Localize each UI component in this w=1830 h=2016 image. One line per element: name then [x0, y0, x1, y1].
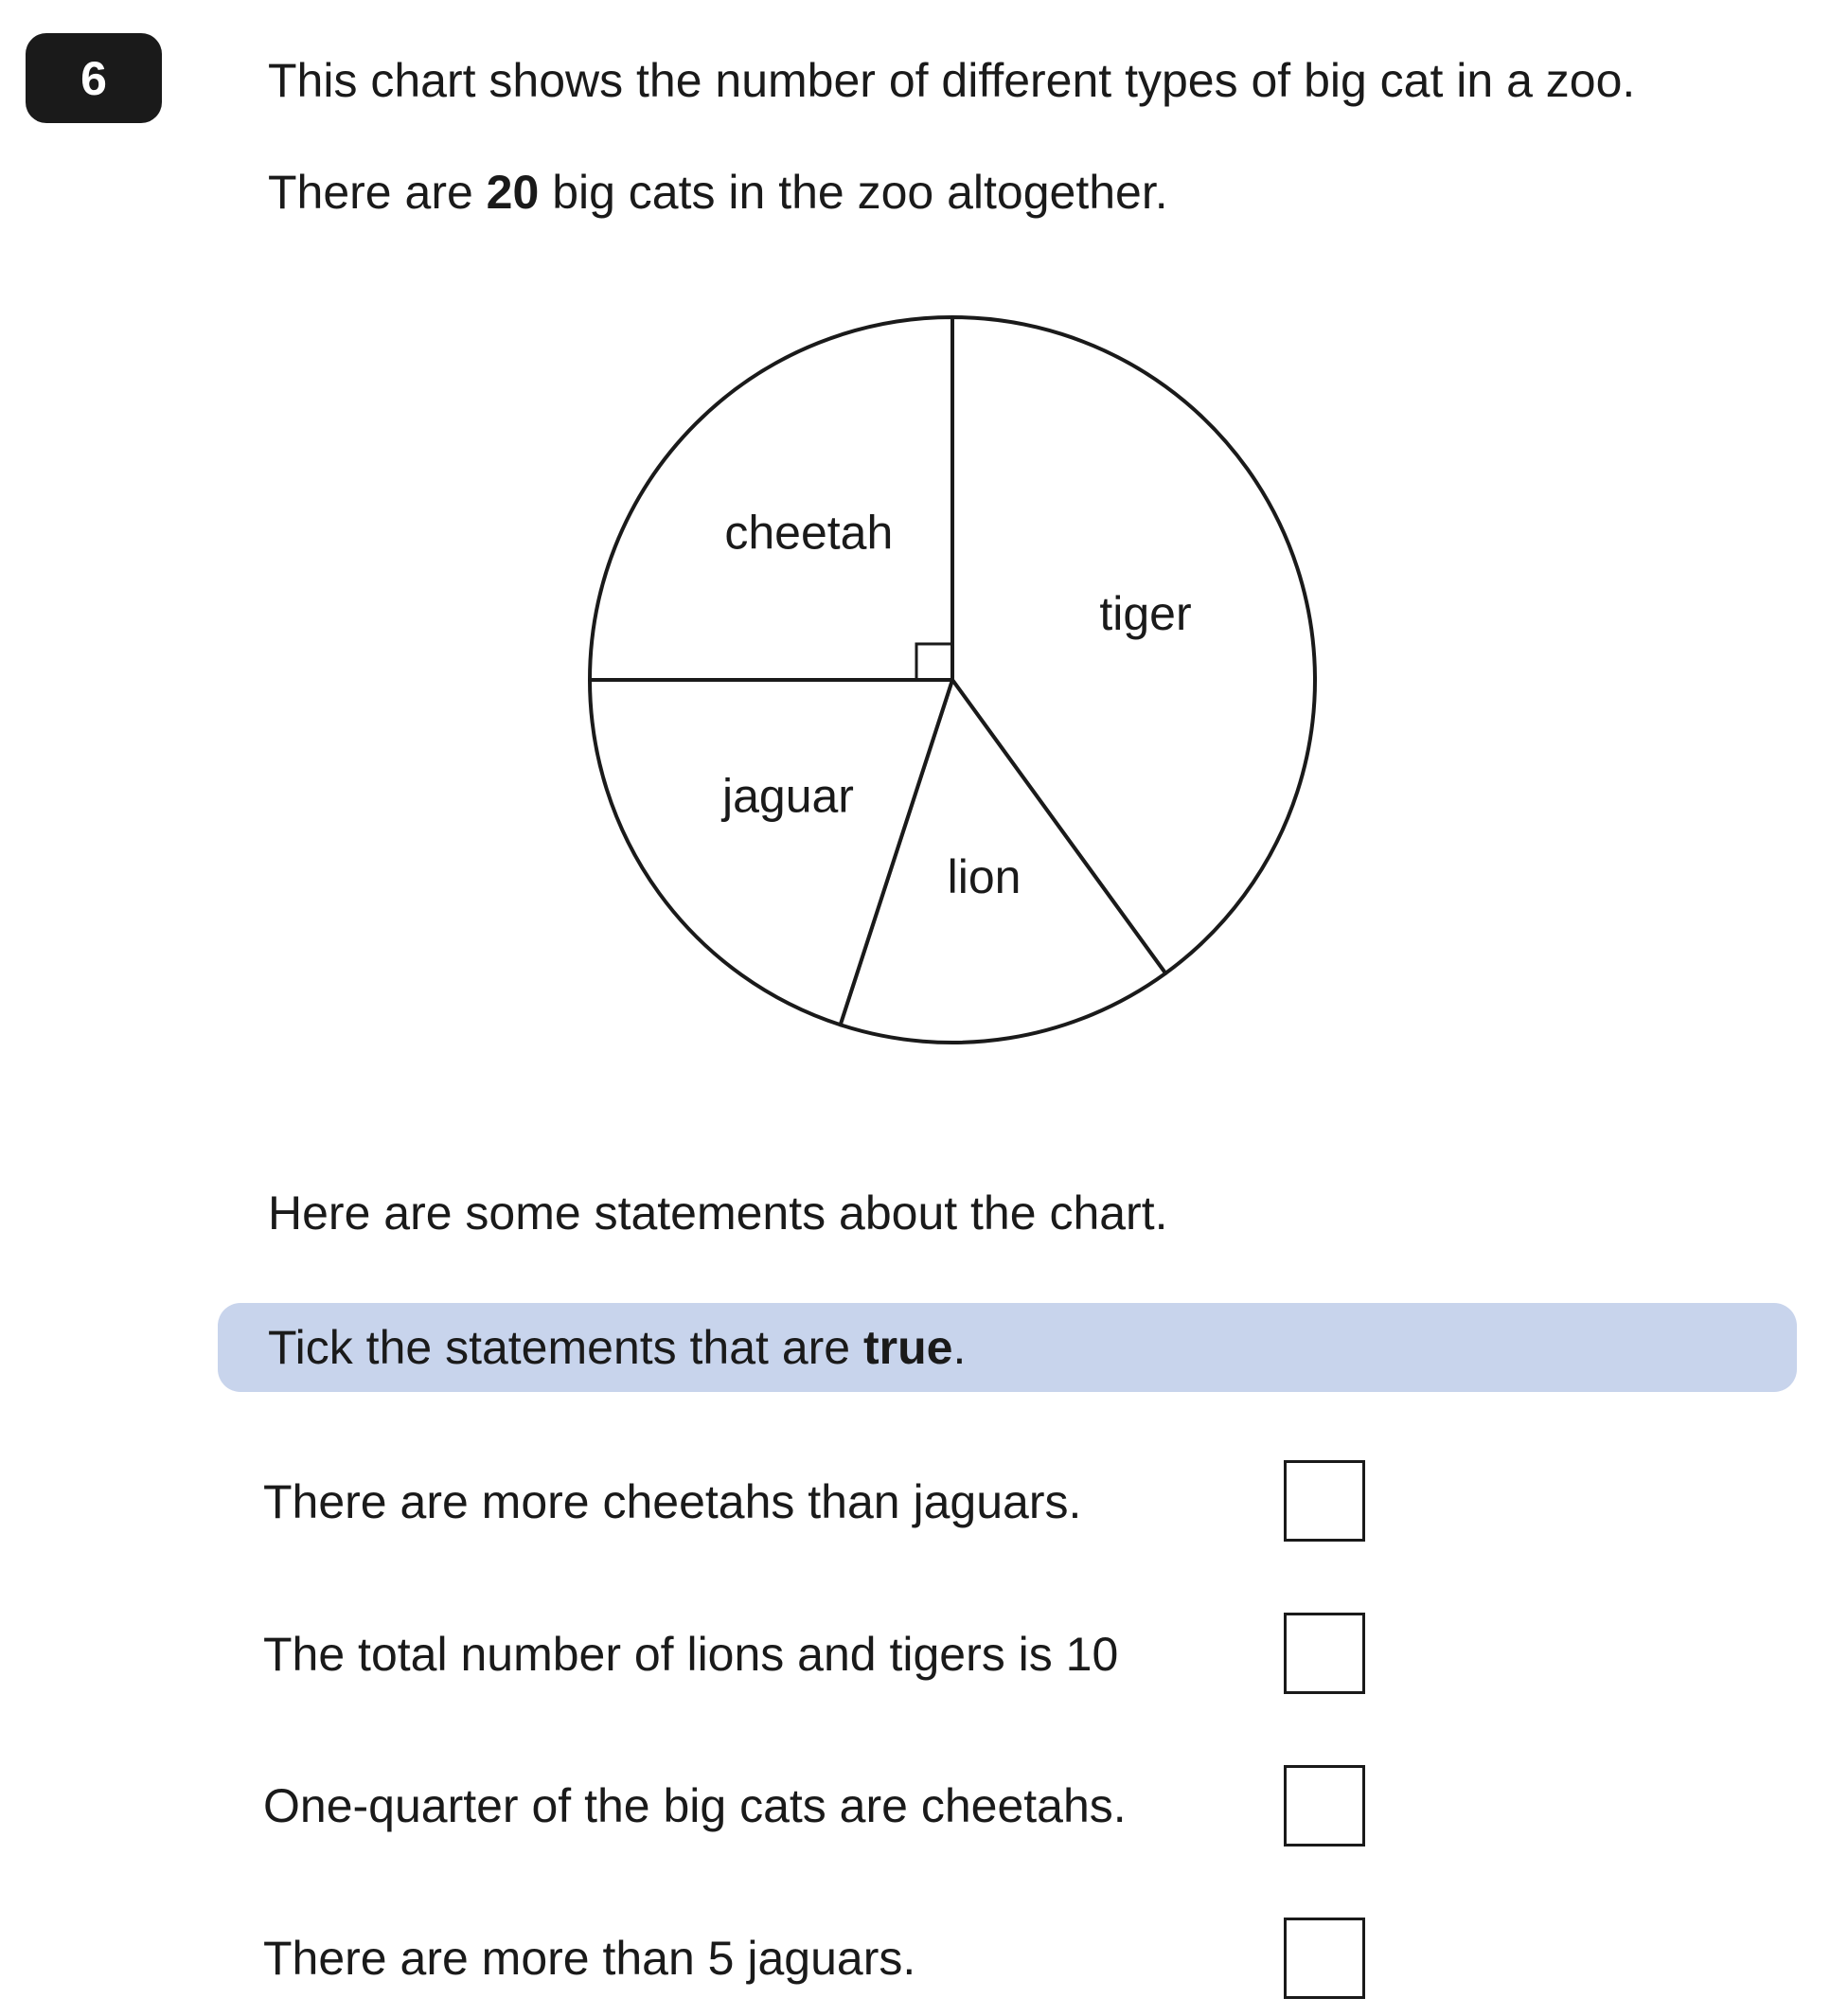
pie-label-tiger: tiger — [1099, 586, 1192, 640]
total-count: 20 — [486, 166, 540, 219]
instruction-after: . — [952, 1321, 967, 1374]
pie-label-jaguar: jaguar — [721, 769, 854, 823]
pie-slices — [590, 317, 1315, 1043]
pie-label-lion: lion — [947, 850, 1022, 904]
instruction-bold: true — [862, 1321, 953, 1374]
pie-slice-cheetah — [590, 317, 952, 680]
statement-3: One-quarter of the big cats are cheetahs. — [263, 1779, 1127, 1832]
instruction-bar — [218, 1303, 1797, 1392]
total-text-before: There are — [268, 166, 487, 219]
statement-2: The total number of lions and tigers is 10 — [263, 1628, 1119, 1681]
tick-box-2[interactable] — [1284, 1613, 1365, 1694]
pie-label-cheetah: cheetah — [724, 506, 894, 560]
instruction-before: Tick the statements that are — [268, 1321, 863, 1374]
intro-text: This chart shows the number of different types of big cat in a zoo. — [268, 54, 1636, 107]
tick-box-1[interactable] — [1284, 1460, 1365, 1542]
tick-box-4[interactable] — [1284, 1918, 1365, 1999]
total-text-after: big cats in the zoo altogether. — [539, 166, 1168, 219]
tick-box-3[interactable] — [1284, 1765, 1365, 1847]
statements-intro: Here are some statements about the chart. — [268, 1186, 1168, 1240]
instruction-text — [268, 1319, 966, 1376]
statement-1: There are more cheetahs than jaguars. — [263, 1475, 1082, 1528]
question-number: 6 — [80, 51, 107, 105]
statement-4: There are more than 5 jaguars. — [263, 1932, 916, 1985]
